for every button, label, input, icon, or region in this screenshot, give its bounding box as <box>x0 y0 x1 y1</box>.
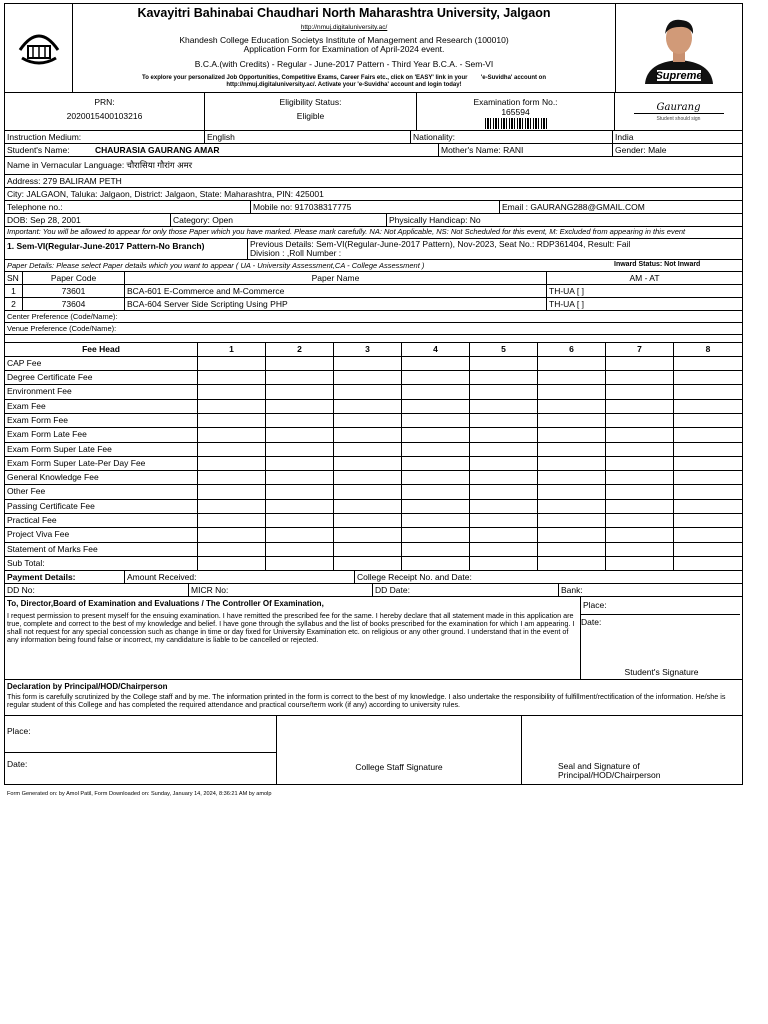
easy-note <box>75 75 613 89</box>
fee-row <box>5 557 742 571</box>
fee-amount-cell <box>674 528 742 541</box>
fee-col-header: 3 <box>334 343 402 356</box>
easy-note-part1: To explore your personalized Job Opportunities, Competitive Exams, Career Fairs etc., click on 'EASY' link in your <box>141 75 468 81</box>
prn-value: 2020015400103216 <box>66 111 143 121</box>
fee-amount-cell <box>538 457 606 470</box>
fee-amount-cell <box>674 400 742 413</box>
student-signature-box <box>615 93 742 130</box>
fee-amount-cell <box>538 485 606 498</box>
important-row <box>5 227 742 239</box>
fee-amount-cell <box>334 514 402 527</box>
paper-name: BCA-604 Server Side Scripting Using PHP <box>125 298 547 310</box>
fee-amount-cell <box>266 428 334 441</box>
fee-amount-cell <box>266 457 334 470</box>
fee-amount-cell <box>266 400 334 413</box>
fee-amount-cell <box>606 500 674 513</box>
seal-block <box>522 716 742 784</box>
signature-section <box>5 716 742 784</box>
address-row <box>5 175 742 188</box>
footer-note: Form Generated on: by Amol Patil, Form Downloaded on: Sunday, January 14, 2024, 8:36:21 AM by amolp <box>7 791 272 797</box>
fee-amount-cell <box>334 528 402 541</box>
fee-amount-cell <box>402 457 470 470</box>
declaration-text-block <box>5 597 581 679</box>
fee-amount-cell <box>198 400 266 413</box>
fee-amount-cell <box>198 543 266 556</box>
photo-shirt-label: Supreme <box>655 70 703 82</box>
university-name: Kavayitri Bahinabai Chaudhari North Maharashtra University, Jalgaon <box>137 6 551 20</box>
eligibility-value: Eligible <box>296 111 325 121</box>
fee-amount-cell <box>470 443 538 456</box>
fee-amount-cell <box>402 557 470 570</box>
declaration-to: To, Director,Board of Examination and Evaluations / The Controller Of Examination, <box>7 599 324 609</box>
fee-amount-cell <box>334 371 402 384</box>
bank: Bank: <box>561 585 583 596</box>
fee-amount-cell <box>334 457 402 470</box>
fee-amount-cell <box>334 500 402 513</box>
fee-amount-cell <box>402 400 470 413</box>
fee-amount-cell <box>538 371 606 384</box>
fee-amount-cell <box>334 385 402 398</box>
paper-table-header <box>5 272 742 285</box>
fee-amount-cell <box>674 357 742 370</box>
fee-amount-cell <box>470 414 538 427</box>
principal-place: Place: <box>5 716 276 753</box>
fee-amount-cell <box>198 485 266 498</box>
college-name: Khandesh College Education Societys Institute of Management and Research (100010) <box>179 35 509 45</box>
fee-head: Sub Total: <box>5 557 198 570</box>
fee-amount-cell <box>674 443 742 456</box>
seal-label-1: Seal and Signature of <box>558 761 640 772</box>
fee-amount-cell <box>402 357 470 370</box>
seal-label-2: Principal/HOD/Chairperson <box>558 770 661 781</box>
fee-head: Passing Certificate Fee <box>5 500 198 513</box>
student-photo <box>616 4 742 92</box>
fee-amount-cell <box>470 557 538 570</box>
fee-amount-cell <box>674 485 742 498</box>
fee-amount-cell <box>470 400 538 413</box>
paper-code: 73604 <box>23 298 125 310</box>
fee-amount-cell <box>266 357 334 370</box>
course-title: B.C.A.(with Credits) - Regular - June-2017 Pattern - Third Year B.C.A. - Sem-VI <box>194 59 494 69</box>
paper-row <box>5 298 742 311</box>
principal-text-block <box>5 680 742 715</box>
fee-head: Exam Form Fee <box>5 414 198 427</box>
medium-value: English <box>205 131 411 143</box>
fee-head: Project Viva Fee <box>5 528 198 541</box>
fee-amount-cell <box>470 471 538 484</box>
fee-amount-cell <box>606 543 674 556</box>
payment-row <box>5 571 742 584</box>
fee-amount-cell <box>198 428 266 441</box>
contact-row <box>5 201 742 214</box>
fee-amount-cell <box>402 471 470 484</box>
fee-amount-cell <box>266 514 334 527</box>
fee-amount-cell <box>470 385 538 398</box>
fee-amount-cell <box>266 443 334 456</box>
fee-amount-cell <box>198 500 266 513</box>
fee-amount-cell <box>334 443 402 456</box>
fee-amount-cell <box>606 557 674 570</box>
dob-row <box>5 214 742 227</box>
fee-amount-cell <box>198 414 266 427</box>
fee-head: Statement of Marks Fee <box>5 543 198 556</box>
important-note: Important: You will be allowed to appear for only those Paper which you have marked. Please mark carefully. NA: Not Applicable, NS: Not Scheduled for this event, M: Excluded from appearing in this event <box>7 227 686 236</box>
email: Email : GAURANG288@GMAIL.COM <box>502 202 645 212</box>
fee-col-header: 8 <box>705 343 711 354</box>
medium-label: Instruction Medium: <box>5 131 205 143</box>
fee-col-header: 1 <box>198 343 266 356</box>
fee-amount-cell <box>538 514 606 527</box>
student-signature: Gaurang <box>634 102 724 114</box>
fee-amount-cell <box>674 371 742 384</box>
center-pref-row <box>5 311 742 323</box>
barcode-icon <box>485 118 547 129</box>
fee-amount-cell <box>674 500 742 513</box>
fee-amount-cell <box>266 385 334 398</box>
place-date-block <box>5 716 277 784</box>
gender: Gender: Male <box>615 145 667 155</box>
university-url[interactable]: http://nmuj.digitaluniversity.ac/ <box>300 24 388 31</box>
medium-row <box>5 131 742 144</box>
fee-amount-cell <box>334 557 402 570</box>
paper-row <box>5 285 742 298</box>
declaration-date: Date: <box>581 614 740 627</box>
principal-text: This form is carefully scrutinized by the College staff and by me. The information printed in the form is correct to the best of my knowledge. I also undertake the responsibility of fulfillment/rectification of the information. He/she is regular student of this College and has completed the required attendance and practical course/term work (if any) according to university rules. <box>7 692 726 710</box>
fee-head: Environment Fee <box>5 385 198 398</box>
principal-title: Declaration by Principal/HOD/Chairperson <box>7 682 168 692</box>
fee-amount-cell <box>606 385 674 398</box>
city-row <box>5 188 742 201</box>
eligibility-cell <box>205 93 417 130</box>
fee-amount-cell <box>402 543 470 556</box>
university-seal-icon <box>16 28 62 68</box>
prn-label: PRN: <box>94 97 115 107</box>
fee-amount-cell <box>266 471 334 484</box>
staff-signature-label: College Staff Signature <box>277 716 522 784</box>
fee-row <box>5 371 742 385</box>
exam-form <box>4 3 743 785</box>
exam-form-cell <box>417 93 615 130</box>
name-row <box>5 144 742 157</box>
previous-details: Previous Details: Sem-VI(Regular-June-2017 Pattern), Nov-2023, Seat No.: RDP361404, Result: Fail <box>250 238 631 249</box>
form-title: Application Form for Examination of April-2024 event. <box>243 44 445 54</box>
fee-amount-cell <box>402 485 470 498</box>
fee-row <box>5 428 742 442</box>
fee-amount-cell <box>538 400 606 413</box>
fee-amount-cell <box>266 414 334 427</box>
fee-amount-cell <box>198 385 266 398</box>
fee-amount-cell <box>538 557 606 570</box>
fee-row <box>5 471 742 485</box>
fee-amount-cell <box>674 557 742 570</box>
fee-amount-cell <box>470 457 538 470</box>
university-logo <box>5 4 73 92</box>
fee-amount-cell <box>606 371 674 384</box>
fee-amount-cell <box>266 485 334 498</box>
easy-note-part2: 'e-Suvidha' account on <box>480 75 547 81</box>
fee-amount-cell <box>606 528 674 541</box>
fee-amount-cell <box>266 557 334 570</box>
center-preference: Center Preference (Code/Name): <box>7 311 118 321</box>
exam-form-label: Examination form No.: <box>473 97 558 107</box>
fee-amount-cell <box>674 514 742 527</box>
fee-amount-cell <box>266 371 334 384</box>
paper-sn: 1 <box>5 285 23 297</box>
fee-amount-cell <box>606 471 674 484</box>
fee-amount-cell <box>198 557 266 570</box>
fee-col-header: 2 <box>266 343 334 356</box>
mobile: Mobile no: 917038317775 <box>251 201 500 213</box>
fee-head: Exam Form Super Late Fee <box>5 443 198 456</box>
fee-amount-cell <box>470 543 538 556</box>
fee-amount-cell <box>334 357 402 370</box>
fee-amount-cell <box>674 385 742 398</box>
fee-amount-cell <box>266 528 334 541</box>
address: Address: 279 BALIRAM PETH <box>7 176 122 186</box>
fee-head: Practical Fee <box>5 514 198 527</box>
fee-amount-cell <box>402 500 470 513</box>
fee-amount-cell <box>606 514 674 527</box>
vernacular-row <box>5 157 742 175</box>
fee-amount-cell <box>402 371 470 384</box>
fee-amount-cell <box>470 514 538 527</box>
nationality-value: India <box>615 132 634 142</box>
paper-sn: 2 <box>5 298 23 310</box>
fee-amount-cell <box>402 428 470 441</box>
prn-cell <box>5 93 205 130</box>
easy-note-part3: http://nmuj.digitaluniversity.ac/. Activate your 'e-Suvidha' account and login today! <box>226 82 462 88</box>
fee-row <box>5 543 742 557</box>
fee-head: General Knowledge Fee <box>5 471 198 484</box>
fee-amount-cell <box>470 500 538 513</box>
fee-amount-cell <box>334 400 402 413</box>
fee-amount-cell <box>606 443 674 456</box>
fee-amount-cell <box>334 543 402 556</box>
fee-row <box>5 357 742 371</box>
fee-row <box>5 414 742 428</box>
fee-head: Exam Form Late Fee <box>5 428 198 441</box>
sem-title: 1. Sem-VI(Regular-June-2017 Pattern-No Branch) <box>5 239 248 259</box>
fee-row <box>5 514 742 528</box>
city: City: JALGAON, Taluka: Jalgaon, District: Jalgaon, State: Maharashtra, PIN: 425001 <box>7 189 324 199</box>
fee-amount-cell <box>606 428 674 441</box>
fee-amount-cell <box>538 385 606 398</box>
handicap: Physically Handicap: No <box>389 215 481 225</box>
form-info-row <box>5 93 742 131</box>
sem-row <box>5 239 742 260</box>
fee-row <box>5 385 742 399</box>
col-paper-code: Paper Code <box>23 272 125 284</box>
fee-head: Exam Fee <box>5 400 198 413</box>
fee-amount-cell <box>538 528 606 541</box>
payment-label: Payment Details: <box>5 571 125 583</box>
fee-amount-cell <box>198 528 266 541</box>
sem-previous <box>248 239 742 259</box>
fee-col-header: 5 <box>470 343 538 356</box>
inward-status: Inward Status: Not Inward <box>614 260 701 268</box>
fee-amount-cell <box>538 357 606 370</box>
fee-table <box>5 343 742 572</box>
fee-amount-cell <box>538 500 606 513</box>
fee-amount-cell <box>606 400 674 413</box>
fee-row <box>5 485 742 499</box>
fee-amount-cell <box>538 443 606 456</box>
paper-amat-checkbox[interactable]: TH-UA [ ] <box>549 285 584 296</box>
fee-amount-cell <box>402 528 470 541</box>
col-sn: SN <box>5 272 23 284</box>
fee-row <box>5 400 742 414</box>
fee-row <box>5 500 742 514</box>
college-receipt: College Receipt No. and Date: <box>357 572 472 583</box>
fee-head: Degree Certificate Fee <box>5 371 198 384</box>
micr-no: MICR No: <box>189 584 373 596</box>
fee-amount-cell <box>402 414 470 427</box>
dd-row <box>5 584 742 597</box>
fee-amount-cell <box>334 471 402 484</box>
dd-date: DD Date: <box>373 584 559 596</box>
fee-amount-cell <box>674 414 742 427</box>
declaration-text: I request permission to present myself for the ensuing examination. I have remitted the prescribed fee for the same. I hereby declare that all statement made in this application are true, complete and correct to the best of my knowledge and belief. I have gone through the syllabus and the list of books prescribed for the examination for which I am appearing. I shall not request for any special concession such as change in time or day fixed for University Examination etc. on religious or any other ground. I understand that in the event of any information being found false or incorrect, my candidature is liable to be cancelled or rejected. <box>7 611 575 645</box>
declaration-sign-block <box>581 597 742 679</box>
eligibility-label: Eligibility Status: <box>279 97 342 107</box>
venue-pref-row <box>5 323 742 335</box>
declaration-section <box>5 597 742 680</box>
fee-amount-cell <box>606 414 674 427</box>
fee-amount-cell <box>470 528 538 541</box>
fee-amount-cell <box>198 514 266 527</box>
fee-amount-cell <box>674 543 742 556</box>
fee-amount-cell <box>198 471 266 484</box>
exam-form-number: 165594 <box>501 107 530 117</box>
dd-no: DD No: <box>5 584 189 596</box>
fee-amount-cell <box>198 457 266 470</box>
paper-code: 73601 <box>23 285 125 297</box>
signature-note: Student should sign <box>656 115 701 122</box>
fee-amount-cell <box>334 414 402 427</box>
paper-amat-checkbox[interactable]: TH-UA [ ] <box>549 298 584 309</box>
fee-amount-cell <box>266 543 334 556</box>
amount-received: Amount Received: <box>125 571 355 583</box>
fee-amount-cell <box>538 471 606 484</box>
fee-row <box>5 528 742 542</box>
fee-row <box>5 457 742 471</box>
fee-col-header: 6 <box>538 343 606 356</box>
name-label: Student's Name: <box>7 145 70 155</box>
fee-amount-cell <box>538 543 606 556</box>
fee-amount-cell <box>470 428 538 441</box>
fee-amount-cell <box>266 500 334 513</box>
col-am-at: AM - AT <box>629 272 660 283</box>
fee-amount-cell <box>334 428 402 441</box>
fee-amount-cell <box>674 457 742 470</box>
fee-amount-cell <box>538 414 606 427</box>
fee-amount-cell <box>538 428 606 441</box>
principal-date: Date: <box>7 759 28 770</box>
nationality-label: Nationality: <box>411 131 613 143</box>
fee-amount-cell <box>198 357 266 370</box>
form-header <box>5 4 742 93</box>
fee-col-header: 7 <box>606 343 674 356</box>
fee-amount-cell <box>470 485 538 498</box>
col-paper-name: Paper Name <box>125 272 547 284</box>
dob: DOB: Sep 28, 2001 <box>5 214 171 226</box>
telephone: Telephone no.: <box>5 201 251 213</box>
fee-amount-cell <box>606 485 674 498</box>
fee-row <box>5 443 742 457</box>
student-name: CHAURASIA GAURANG AMAR <box>93 144 439 156</box>
paper-name: BCA-601 E-Commerce and M-Commerce <box>125 285 547 297</box>
fee-head: CAP Fee <box>5 357 198 370</box>
fee-amount-cell <box>470 371 538 384</box>
fee-amount-cell <box>198 371 266 384</box>
fee-amount-cell <box>606 357 674 370</box>
division-roll: Division : ,Roll Number : <box>250 247 342 258</box>
student-signature-label: Student's Signature <box>624 667 699 678</box>
vernacular-name: Name in Vernacular Language: चौरासिया गौरांग अमर <box>7 160 193 170</box>
declaration-place: Place: <box>583 600 607 611</box>
header-text <box>73 4 616 92</box>
fee-amount-cell <box>674 428 742 441</box>
fee-head: Other Fee <box>5 485 198 498</box>
fee-amount-cell <box>402 514 470 527</box>
fee-amount-cell <box>674 471 742 484</box>
fee-amount-cell <box>334 485 402 498</box>
mother-name: Mother's Name: RANI <box>439 144 613 156</box>
venue-preference: Venue Preference (Code/Name): <box>7 323 117 333</box>
fee-head-label: Fee Head <box>5 343 198 356</box>
paper-details-note: Paper Details: Please select Paper details which you want to appear ( UA - University Assessment,CA - College Assessment ) <box>7 260 425 270</box>
fee-amount-cell <box>198 443 266 456</box>
category: Category: Open <box>171 214 387 226</box>
fee-head: Exam Form Super Late-Per Day Fee <box>5 457 198 470</box>
principal-declaration <box>5 680 742 716</box>
fee-col-header: 4 <box>402 343 470 356</box>
paper-details-row <box>5 260 742 272</box>
fee-amount-cell <box>606 457 674 470</box>
fee-amount-cell <box>470 357 538 370</box>
spacer-row <box>5 335 742 343</box>
fee-amount-cell <box>402 385 470 398</box>
fee-table-header <box>5 343 742 357</box>
fee-amount-cell <box>402 443 470 456</box>
